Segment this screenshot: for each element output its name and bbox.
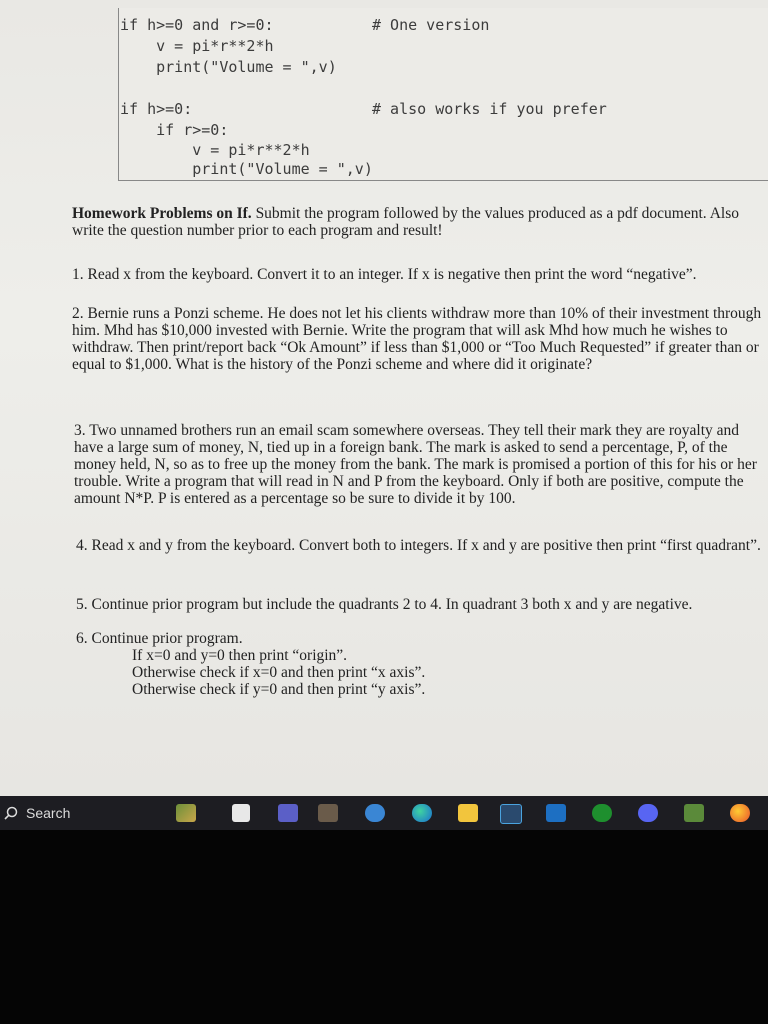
task-view-icon[interactable] — [232, 804, 250, 822]
problem-4: 4. Read x and y from the keyboard. Convert both to integers. If x and y are positive then print “first quadrant”. — [76, 537, 761, 554]
problem-item — [72, 305, 766, 373]
edge-icon[interactable] — [412, 804, 432, 822]
problem-item — [76, 596, 768, 613]
file-explorer-icon[interactable] — [458, 804, 478, 822]
firefox-icon[interactable] — [730, 804, 750, 822]
taskbar — [0, 796, 768, 830]
teams-icon[interactable] — [278, 804, 298, 822]
code-line: print("Volume = ",v) — [120, 58, 337, 76]
problem-3: 3. Two unnamed brothers run an email scam somewhere overseas. They tell their mark they are royalty and have a large sum of money, N, tied up in a foreign bank. The mark is asked to send a percentage, P, of the money held, N, so as to free up the money from the bank. The mark is promised a portion of this for his or her trouble. Write a program that will read in N and P from the keyboard. Only if both are positive, compute the amount N*P. P is entered as a percentage so be sure to divide it by 100. — [74, 422, 757, 507]
problem-1: 1. Read x from the keyboard. Convert it to an integer. If x is negative then print the word “negative”. — [72, 266, 697, 283]
homework-intro — [72, 205, 766, 239]
code-line: if r>=0: — [120, 121, 229, 139]
screen-bezel — [0, 830, 768, 1024]
problem-6-line: If x=0 and y=0 then print “origin”. — [132, 647, 348, 664]
photos-icon[interactable] — [365, 804, 385, 822]
widgets-icon[interactable] — [176, 804, 196, 822]
homework-heading: Homework Problems on If. — [72, 205, 252, 222]
problem-6-line: Otherwise check if x=0 and then print “x axis”. — [132, 664, 426, 681]
problem-5: 5. Continue prior program but include the quadrants 2 to 4. In quadrant 3 both x and y are negative. — [76, 596, 693, 613]
problem-item — [76, 630, 768, 698]
code-line: print("Volume = ",v) — [120, 160, 373, 178]
store-icon[interactable] — [500, 804, 522, 824]
code-comment: # also works if you prefer — [372, 100, 607, 118]
chat-icon[interactable] — [318, 804, 338, 822]
problem-6-title: 6. Continue prior program. — [76, 630, 243, 647]
problem-6-line: Otherwise check if y=0 and then print “y axis”. — [132, 681, 426, 698]
homework-instructions: Submit the program followed by the values produced as a pdf document. Also write the question number prior to each program and result! — [72, 205, 739, 239]
taskbar-search[interactable] — [0, 796, 144, 830]
search-label: Search — [26, 805, 71, 821]
code-line: if h>=0 and r>=0: — [120, 16, 274, 34]
discord-icon[interactable] — [638, 804, 658, 822]
problem-item — [72, 266, 766, 283]
xbox-icon[interactable] — [592, 804, 612, 822]
search-icon — [4, 806, 18, 820]
code-line: v = pi*r**2*h — [120, 141, 310, 159]
minecraft-icon[interactable] — [684, 804, 704, 822]
problem-2: 2. Bernie runs a Ponzi scheme. He does not let his clients withdraw more than 10% of their investment through him. Mhd has $10,000 invested with Bernie. Write the program that will ask Mhd how much he wishes to withdraw. Then print/report back “Ok Amount” if less than $1,000 or “Too Much Requested” if greater than or equal to $1,000. What is the history of the Ponzi scheme and where did it originate? — [72, 305, 762, 373]
problem-item — [74, 422, 768, 507]
code-line: if h>=0: — [120, 100, 193, 118]
problem-item — [76, 537, 768, 554]
code-comment: # One version — [372, 16, 490, 34]
mail-icon[interactable] — [546, 804, 566, 822]
code-line: v = pi*r**2*h — [120, 37, 274, 55]
